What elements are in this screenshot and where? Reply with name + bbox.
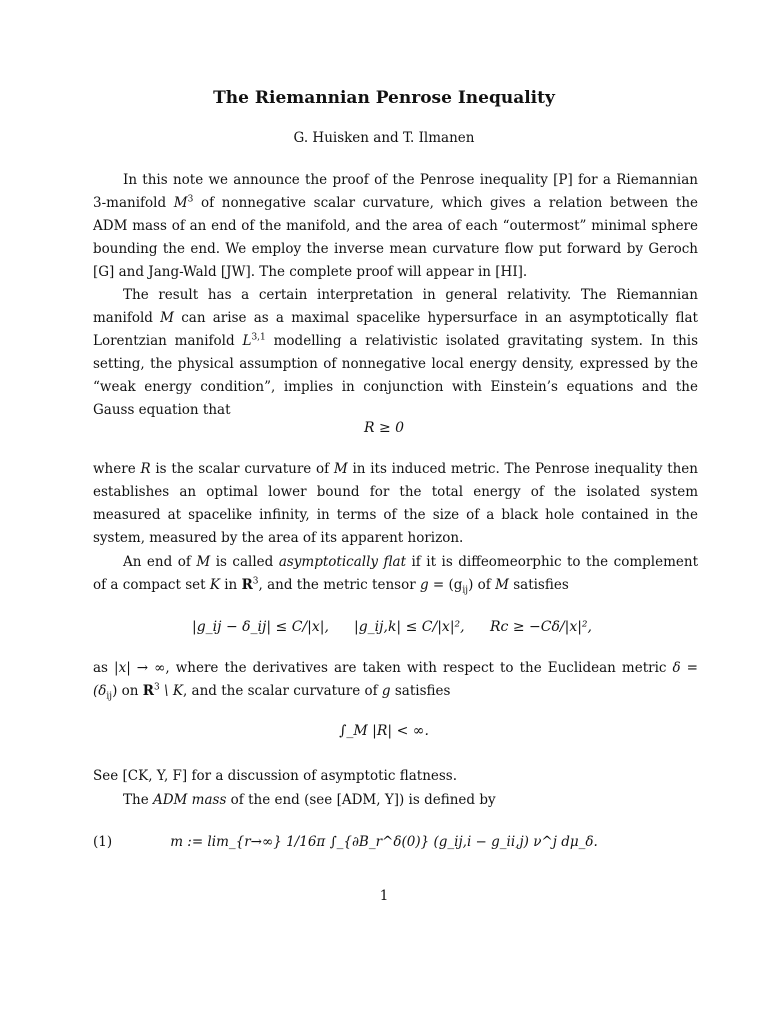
decay-text-c: on [117,683,143,699]
math-M: M [333,461,348,477]
equation-number: (1) [93,834,113,850]
math-gij: = (g [432,577,463,593]
math-M: M [173,195,188,211]
penrose-text-c: in its induced metric. The Penrose inequality then establishes an optimal lower bound for the total energy of the isolated system measured at spacelike infinity, in terms of the size of a black hole contained in the system, measured by the area of its apparent horizon. [93,461,698,546]
math-delta: δ = (δ [93,660,698,699]
math-g: g [381,683,391,699]
relativity-text-c: modelling a relativistic isolated gravitating system. In this setting, the physical assumption of nonnegative local energy density, expressed by the “weak energy condition”, implies in conjunction with Einstein’s equations and the Gauss equation that [93,333,699,418]
equation-scalar-curvature: R ≥ 0 [363,420,405,436]
math-x-limit: |x| → ∞ [114,660,166,676]
term-adm-mass: ADM mass [152,792,227,808]
term-asymptotically-flat: asymptotically flat [278,554,406,570]
af-text-f: of [473,577,496,593]
decay-text-e: satisfies [390,683,451,699]
math-ij: ij [462,585,469,596]
equation-metric-bound: |g_ij − δ_ij| ≤ C/|x|, [192,619,329,635]
af-text-c: if it is diffeomeorphic to the complement of a compact set [93,554,699,593]
af-text-e: , and the metric tensor [258,577,420,593]
decay-text-d: , and the scalar curvature of [182,683,382,699]
decay-text-a: as [93,660,115,676]
paragraph-intro [93,169,698,284]
math-R3: R [241,577,253,593]
paragraph-adm-mass [93,789,698,812]
math-minus-K: \ K [159,683,183,699]
math-ij: ij [106,691,113,702]
math-M-superscript: 3 [187,194,194,205]
af-text-g: satisfies [508,577,569,593]
adm-text-a: The [123,792,153,808]
paragraph-relativity [93,284,698,422]
intro-text-a: In this note we announce the proof of the Penrose inequality [P] for a Riemannian 3-manifold [93,172,698,211]
paragraph-references: See [CK, Y, F] for a discussion of asymptotic flatness. [93,768,458,784]
math-R3-superscript: 3 [252,576,259,587]
equation-derivative-bound: |g_ij,k| ≤ C/|x|², [354,619,465,635]
relativity-text-b: can arise as a maximal spacelike hypersurface in an asymptotically flat Lorentzian manifold [93,310,698,349]
af-text-d: in [219,577,242,593]
equation-integral: ∫_M |R| < ∞. [339,723,429,739]
math-close: ) [468,577,474,593]
paragraph-penrose [93,458,698,550]
intro-text-b: of nonnegative scalar curvature, which gives a relation between the ADM mass of an end of the manifold, and the area of each “outermost” minimal sphere bounding the end. We employ the inverse mean curvature flow put forward by Geroch [G] and Jang-Wald [JW]. The complete proof will appear in [HI]. [93,195,699,280]
math-close: ) [112,683,118,699]
math-R: R [140,461,151,477]
af-text-a: An end of [123,554,197,570]
math-M: M [160,310,174,326]
paper-title: The Riemannian Penrose Inequality [213,88,555,108]
page-number: 1 [379,888,389,904]
adm-text-b: of the end (see [ADM, Y]) is defined by [226,792,496,808]
decay-text-b: , where the derivatives are taken with respect to the Euclidean metric [165,660,673,676]
math-R3: R [142,683,154,699]
equation-ricci-bound: Rc ≥ −Cδ/|x|², [490,619,592,635]
math-M: M [495,577,509,593]
penrose-text-a: where [93,461,141,477]
paragraph-decay [93,657,698,703]
paragraph-asymptotically-flat [93,551,698,597]
math-R3-superscript: 3 [154,682,160,693]
penrose-text-b: is the scalar curvature of [150,461,334,477]
math-g: g [419,577,429,593]
af-text-b: is called [210,554,279,570]
math-M: M [196,554,211,570]
relativity-text-a: The result has a certain interpretation in general relativity. The Riemannian manifold [93,287,698,326]
paper-authors: G. Huisken and T. Ilmanen [293,130,475,146]
math-K: K [209,577,220,593]
math-L-superscript: 3,1 [251,332,266,343]
equation-adm-mass: m := lim_{r→∞} 1/16π ∫_{∂B_r^δ(0)} (g_ij,i − g_ii,j) ν^j dμ_δ. [170,834,598,850]
math-L: L [242,333,252,349]
